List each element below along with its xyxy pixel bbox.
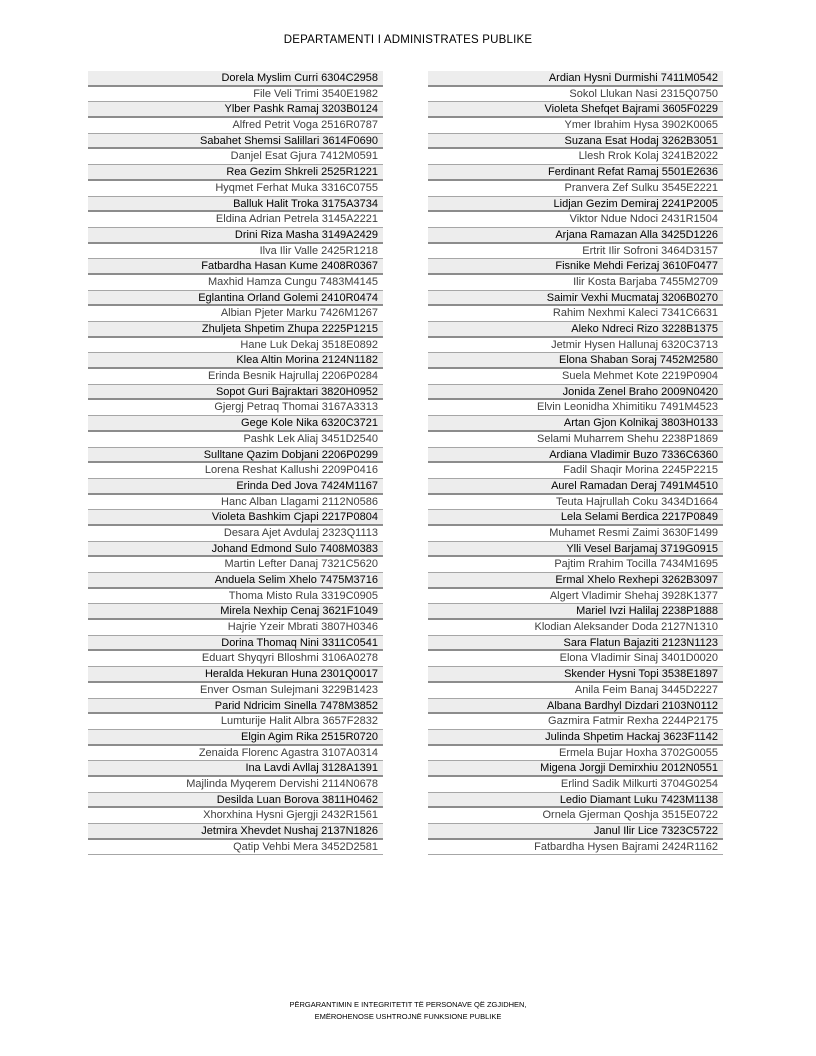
list-item: Elgin Agim Rika 2515R0720: [88, 730, 383, 746]
list-item: Ilva Ilir Valle 2425R1218: [88, 244, 383, 260]
list-item: Ylber Pashk Ramaj 3203B0124: [88, 102, 383, 118]
list-item: Fadil Shaqir Morina 2245P2215: [428, 463, 723, 479]
list-item: Sopot Guri Bajraktari 3820H0952: [88, 385, 383, 401]
list-item: Rea Gezim Shkreli 2525R1221: [88, 165, 383, 181]
list-item: Thoma Misto Rula 3319C0905: [88, 589, 383, 605]
list-item: Zenaida Florenc Agastra 3107A0314: [88, 746, 383, 762]
list-item: Llesh Rrok Kolaj 3241B2022: [428, 149, 723, 165]
list-item: Ylli Vesel Barjamaj 3719G0915: [428, 542, 723, 558]
list-item: Muhamet Resmi Zaimi 3630F1499: [428, 526, 723, 542]
list-item: Eglantina Orland Golemi 2410R0474: [88, 291, 383, 307]
list-item: File Veli Trimi 3540E1982: [88, 87, 383, 103]
list-item: Hane Luk Dekaj 3518E0892: [88, 338, 383, 354]
list-item: Anila Feim Banaj 3445D2227: [428, 683, 723, 699]
list-item: Albian Pjeter Marku 7426M1267: [88, 306, 383, 322]
list-item: Ferdinant Refat Ramaj 5501E2636: [428, 165, 723, 181]
list-item: Hyqmet Ferhat Muka 3316C0755: [88, 181, 383, 197]
list-item: Arjana Ramazan Alla 3425D1226: [428, 228, 723, 244]
list-item: Gazmira Fatmir Rexha 2244P2175: [428, 714, 723, 730]
list-item: Lela Selami Berdica 2217P0849: [428, 510, 723, 526]
list-item: Viktor Ndue Ndoci 2431R1504: [428, 212, 723, 228]
list-item: Gege Kole Nika 6320C3721: [88, 416, 383, 432]
list-item: Selami Muharrem Shehu 2238P1869: [428, 432, 723, 448]
list-item: Violeta Bashkim Cjapi 2217P0804: [88, 510, 383, 526]
list-item: Enver Osman Sulejmani 3229B1423: [88, 683, 383, 699]
list-item: Balluk Halit Troka 3175A3734: [88, 197, 383, 213]
list-item: Aurel Ramadan Deraj 7491M4510: [428, 479, 723, 495]
list-item: Maxhid Hamza Cungu 7483M4145: [88, 275, 383, 291]
list-item: Gjergj Petraq Thomai 3167A3313: [88, 400, 383, 416]
list-item: Fisnike Mehdi Ferizaj 3610F0477: [428, 259, 723, 275]
list-item: Sulltane Qazim Dobjani 2206P0299: [88, 448, 383, 464]
list-item: Jetmira Xhevdet Nushaj 2137N1826: [88, 824, 383, 840]
list-item: Klodian Aleksander Doda 2127N1310: [428, 620, 723, 636]
list-item: Erinda Besnik Hajrullaj 2206P0284: [88, 369, 383, 385]
list-item: Dorina Thomaq Nini 3311C0541: [88, 636, 383, 652]
list-item: Elvin Leonidha Xhimitiku 7491M4523: [428, 400, 723, 416]
list-item: Ertrit Ilir Sofroni 3464D3157: [428, 244, 723, 260]
list-item: Eduart Shyqyri Blloshmi 3106A0278: [88, 651, 383, 667]
list-item: Artan Gjon Kolnikaj 3803H0133: [428, 416, 723, 432]
list-item: Parid Ndricim Sinella 7478M3852: [88, 699, 383, 715]
list-item: Teuta Hajrullah Coku 3434D1664: [428, 495, 723, 511]
list-item: Pajtim Rrahim Tocilla 7434M1695: [428, 557, 723, 573]
list-item: Lidjan Gezim Demiraj 2241P2005: [428, 197, 723, 213]
list-item: Pranvera Zef Sulku 3545E2221: [428, 181, 723, 197]
list-item: Elona Shaban Soraj 7452M2580: [428, 353, 723, 369]
list-item: Zhuljeta Shpetim Zhupa 2225P1215: [88, 322, 383, 338]
list-item: Fatbardha Hysen Bajrami 2424R1162: [428, 840, 723, 856]
list-item: Xhorxhina Hysni Gjergji 2432R1561: [88, 808, 383, 824]
list-item: Martin Lefter Danaj 7321C5620: [88, 557, 383, 573]
list-item: Migena Jorgji Demirxhiu 2012N0551: [428, 761, 723, 777]
list-item: Pashk Lek Aliaj 3451D2540: [88, 432, 383, 448]
list-item: Erlind Sadik Milkurti 3704G0254: [428, 777, 723, 793]
list-item: Violeta Shefqet Bajrami 3605F0229: [428, 102, 723, 118]
list-item: Johand Edmond Sulo 7408M0383: [88, 542, 383, 558]
list-item: Eldina Adrian Petrela 3145A2221: [88, 212, 383, 228]
list-item: Drini Riza Masha 3149A2429: [88, 228, 383, 244]
list-item: Ornela Gjerman Qoshja 3515E0722: [428, 808, 723, 824]
list-item: Hajrie Yzeir Mbrati 3807H0346: [88, 620, 383, 636]
list-item: Sara Flatun Bajaziti 2123N1123: [428, 636, 723, 652]
list-item: Fatbardha Hasan Kume 2408R0367: [88, 259, 383, 275]
right-name-column: [428, 71, 723, 855]
list-item: Ermela Bujar Hoxha 3702G0055: [428, 746, 723, 762]
list-item: Mirela Nexhip Cenaj 3621F1049: [88, 604, 383, 620]
list-item: Desilda Luan Borova 3811H0462: [88, 793, 383, 809]
list-item: Danjel Esat Gjura 7412M0591: [88, 149, 383, 165]
list-item: Lorena Reshat Kallushi 2209P0416: [88, 463, 383, 479]
list-item: Ermal Xhelo Rexhepi 3262B3097: [428, 573, 723, 589]
list-item: Elona Vladimir Sinaj 3401D0020: [428, 651, 723, 667]
list-item: Ymer Ibrahim Hysa 3902K0065: [428, 118, 723, 134]
list-item: Julinda Shpetim Hackaj 3623F1142: [428, 730, 723, 746]
list-item: Ledio Diamant Luku 7423M1138: [428, 793, 723, 809]
list-item: Sabahet Shemsi Salillari 3614F0690: [88, 134, 383, 150]
list-item: Algert Vladimir Shehaj 3928K1377: [428, 589, 723, 605]
list-item: Klea Altin Morina 2124N1182: [88, 353, 383, 369]
list-item: Aleko Ndreci Rizo 3228B1375: [428, 322, 723, 338]
list-item: Majlinda Myqerem Dervishi 2114N0678: [88, 777, 383, 793]
list-item: Ilir Kosta Barjaba 7455M2709: [428, 275, 723, 291]
footer-line-1: PËRGARANTIMIN E INTEGRITETIT TË PERSONAVE QË ZGJIDHEN,: [289, 1000, 527, 1009]
list-item: Alfred Petrit Voga 2516R0787: [88, 118, 383, 134]
list-item: Heralda Hekuran Huna 2301Q0017: [88, 667, 383, 683]
list-item: Rahim Nexhmi Kaleci 7341C6631: [428, 306, 723, 322]
list-item: Skender Hysni Topi 3538E1897: [428, 667, 723, 683]
list-item: Suzana Esat Hodaj 3262B3051: [428, 134, 723, 150]
list-item: Janul Ilir Lice 7323C5722: [428, 824, 723, 840]
list-item: Ardiana Vladimir Buzo 7336C6360: [428, 448, 723, 464]
list-item: Lumturije Halit Albra 3657F2832: [88, 714, 383, 730]
list-item: Hanc Alban Llagami 2112N0586: [88, 495, 383, 511]
list-item: Saimir Vexhi Mucmataj 3206B0270: [428, 291, 723, 307]
list-item: Jonida Zenel Braho 2009N0420: [428, 385, 723, 401]
list-item: Albana Bardhyl Dizdari 2103N0112: [428, 699, 723, 715]
footer-line-2: EMËROHENOSE USHTROJNË FUNKSIONE PUBLIKE: [314, 1012, 502, 1021]
list-item: Dorela Myslim Curri 6304C2958: [88, 71, 383, 87]
list-item: Jetmir Hysen Hallunaj 6320C3713: [428, 338, 723, 354]
list-item: Desara Ajet Avdulaj 2323Q1113: [88, 526, 383, 542]
list-item: Sokol Llukan Nasi 2315Q0750: [428, 87, 723, 103]
page-title: DEPARTAMENTI I ADMINISTRATES PUBLIKE: [283, 34, 533, 46]
footer: [0, 999, 816, 1023]
list-item: Ardian Hysni Durmishi 7411M0542: [428, 71, 723, 87]
list-item: Mariel Ivzi Halilaj 2238P1888: [428, 604, 723, 620]
list-item: Suela Mehmet Kote 2219P0904: [428, 369, 723, 385]
list-item: Qatip Vehbi Mera 3452D2581: [88, 840, 383, 856]
list-item: Anduela Selim Xhelo 7475M3716: [88, 573, 383, 589]
left-name-column: [88, 71, 383, 855]
list-item: Erinda Ded Jova 7424M1167: [88, 479, 383, 495]
list-item: Ina Lavdi Avllaj 3128A1391: [88, 761, 383, 777]
